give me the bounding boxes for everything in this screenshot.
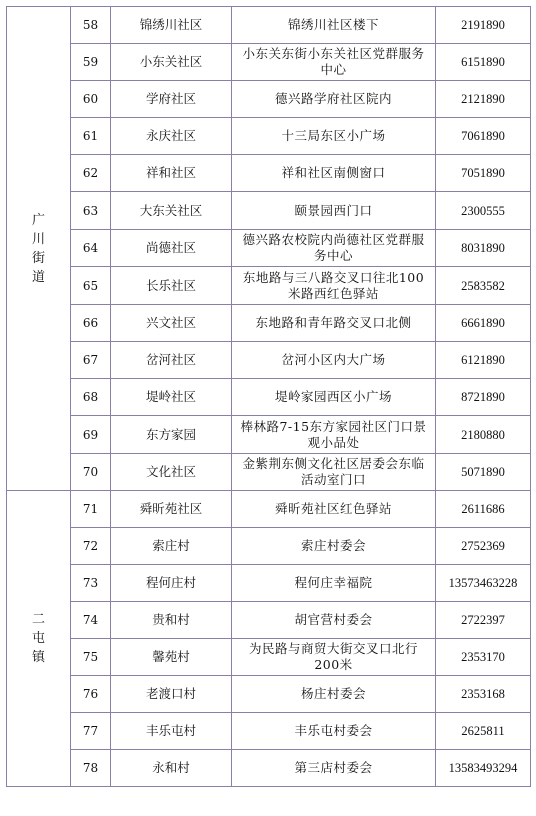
- row-number-cell: 71: [71, 491, 111, 528]
- phone-cell: 8721890: [436, 379, 531, 416]
- phone-cell: 7061890: [436, 118, 531, 155]
- row-number-cell: 72: [71, 528, 111, 565]
- community-name-cell: 尚德社区: [111, 230, 232, 267]
- table-row: [7, 565, 531, 602]
- table-row: [7, 118, 531, 155]
- location-cell: 程何庄幸福院: [232, 565, 436, 602]
- row-number-cell: 78: [71, 750, 111, 787]
- location-cell: 颐景园西门口: [232, 192, 436, 230]
- location-cell: 德兴路学府社区院内: [232, 81, 436, 118]
- table-row: [7, 491, 531, 528]
- location-cell: 棒林路7-15东方家园社区门口景观小品处: [232, 416, 436, 454]
- table-row: [7, 305, 531, 342]
- table-row: [7, 81, 531, 118]
- phone-cell: 2353168: [436, 676, 531, 713]
- table-row: [7, 44, 531, 81]
- table-row: [7, 192, 531, 230]
- community-name-cell: 堤岭社区: [111, 379, 232, 416]
- phone-cell: 5071890: [436, 454, 531, 491]
- location-cell: 第三店村委会: [232, 750, 436, 787]
- row-number-cell: 76: [71, 676, 111, 713]
- phone-cell: 2121890: [436, 81, 531, 118]
- location-cell: 堤岭家园西区小广场: [232, 379, 436, 416]
- community-name-cell: 贵和村: [111, 602, 232, 639]
- phone-cell: 6151890: [436, 44, 531, 81]
- community-name-cell: 馨苑村: [111, 639, 232, 676]
- row-number-cell: 65: [71, 267, 111, 305]
- district-cell: 二屯镇: [7, 491, 71, 787]
- row-number-cell: 66: [71, 305, 111, 342]
- table-row: [7, 454, 531, 491]
- row-number-cell: 75: [71, 639, 111, 676]
- table-row: [7, 342, 531, 379]
- community-name-cell: 大东关社区: [111, 192, 232, 230]
- table-row: [7, 528, 531, 565]
- district-cell: 广川街道: [7, 7, 71, 491]
- table-row: [7, 713, 531, 750]
- community-name-cell: 索庄村: [111, 528, 232, 565]
- table-row: [7, 602, 531, 639]
- table-row: [7, 230, 531, 267]
- phone-cell: 13573463228: [436, 565, 531, 602]
- location-cell: 金紫荆东侧文化社区居委会东临活动室门口: [232, 454, 436, 491]
- phone-cell: 2180880: [436, 416, 531, 454]
- phone-cell: 6121890: [436, 342, 531, 379]
- table-row: [7, 7, 531, 44]
- phone-cell: 13583493294: [436, 750, 531, 787]
- phone-cell: 2191890: [436, 7, 531, 44]
- location-cell: 小东关东街小东关社区党群服务中心: [232, 44, 436, 81]
- phone-cell: 6661890: [436, 305, 531, 342]
- community-name-cell: 老渡口村: [111, 676, 232, 713]
- table-row: [7, 416, 531, 454]
- row-number-cell: 77: [71, 713, 111, 750]
- table-row: [7, 639, 531, 676]
- phone-cell: 2625811: [436, 713, 531, 750]
- community-name-cell: 祥和社区: [111, 155, 232, 192]
- row-number-cell: 63: [71, 192, 111, 230]
- phone-cell: 8031890: [436, 230, 531, 267]
- location-cell: 丰乐屯村委会: [232, 713, 436, 750]
- row-number-cell: 67: [71, 342, 111, 379]
- phone-cell: 2583582: [436, 267, 531, 305]
- row-number-cell: 68: [71, 379, 111, 416]
- phone-cell: 7051890: [436, 155, 531, 192]
- row-number-cell: 59: [71, 44, 111, 81]
- table-row: [7, 676, 531, 713]
- table-row: [7, 750, 531, 787]
- row-number-cell: 58: [71, 7, 111, 44]
- row-number-cell: 60: [71, 81, 111, 118]
- location-cell: 锦绣川社区楼下: [232, 7, 436, 44]
- community-name-cell: 学府社区: [111, 81, 232, 118]
- community-name-cell: 永和村: [111, 750, 232, 787]
- community-name-cell: 岔河社区: [111, 342, 232, 379]
- phone-cell: 2722397: [436, 602, 531, 639]
- community-name-cell: 舜昕苑社区: [111, 491, 232, 528]
- location-cell: 索庄村委会: [232, 528, 436, 565]
- phone-cell: 2611686: [436, 491, 531, 528]
- phone-cell: 2752369: [436, 528, 531, 565]
- community-name-cell: 锦绣川社区: [111, 7, 232, 44]
- phone-cell: 2300555: [436, 192, 531, 230]
- location-cell: 胡官营村委会: [232, 602, 436, 639]
- location-cell: 为民路与商贸大街交叉口北行200米: [232, 639, 436, 676]
- community-name-cell: 兴文社区: [111, 305, 232, 342]
- phone-cell: 2353170: [436, 639, 531, 676]
- community-name-cell: 东方家园: [111, 416, 232, 454]
- table-body: [7, 7, 531, 787]
- table-row: [7, 155, 531, 192]
- community-name-cell: 程何庄村: [111, 565, 232, 602]
- location-cell: 杨庄村委会: [232, 676, 436, 713]
- community-name-cell: 文化社区: [111, 454, 232, 491]
- location-cell: 岔河小区内大广场: [232, 342, 436, 379]
- location-cell: 德兴路农校院内尚德社区党群服务中心: [232, 230, 436, 267]
- row-number-cell: 69: [71, 416, 111, 454]
- community-name-cell: 小东关社区: [111, 44, 232, 81]
- location-cell: 舜昕苑社区红色驿站: [232, 491, 436, 528]
- location-cell: 十三局东区小广场: [232, 118, 436, 155]
- community-name-cell: 长乐社区: [111, 267, 232, 305]
- location-cell: 东地路和青年路交叉口北侧: [232, 305, 436, 342]
- community-name-cell: 丰乐屯村: [111, 713, 232, 750]
- table-row: [7, 379, 531, 416]
- service-point-table: [6, 6, 531, 787]
- row-number-cell: 70: [71, 454, 111, 491]
- row-number-cell: 74: [71, 602, 111, 639]
- row-number-cell: 73: [71, 565, 111, 602]
- table-row: [7, 267, 531, 305]
- row-number-cell: 61: [71, 118, 111, 155]
- community-name-cell: 永庆社区: [111, 118, 232, 155]
- row-number-cell: 64: [71, 230, 111, 267]
- row-number-cell: 62: [71, 155, 111, 192]
- location-cell: 祥和社区南侧窗口: [232, 155, 436, 192]
- location-cell: 东地路与三八路交叉口往北100米路西红色驿站: [232, 267, 436, 305]
- service-point-table-sheet: [6, 6, 530, 787]
